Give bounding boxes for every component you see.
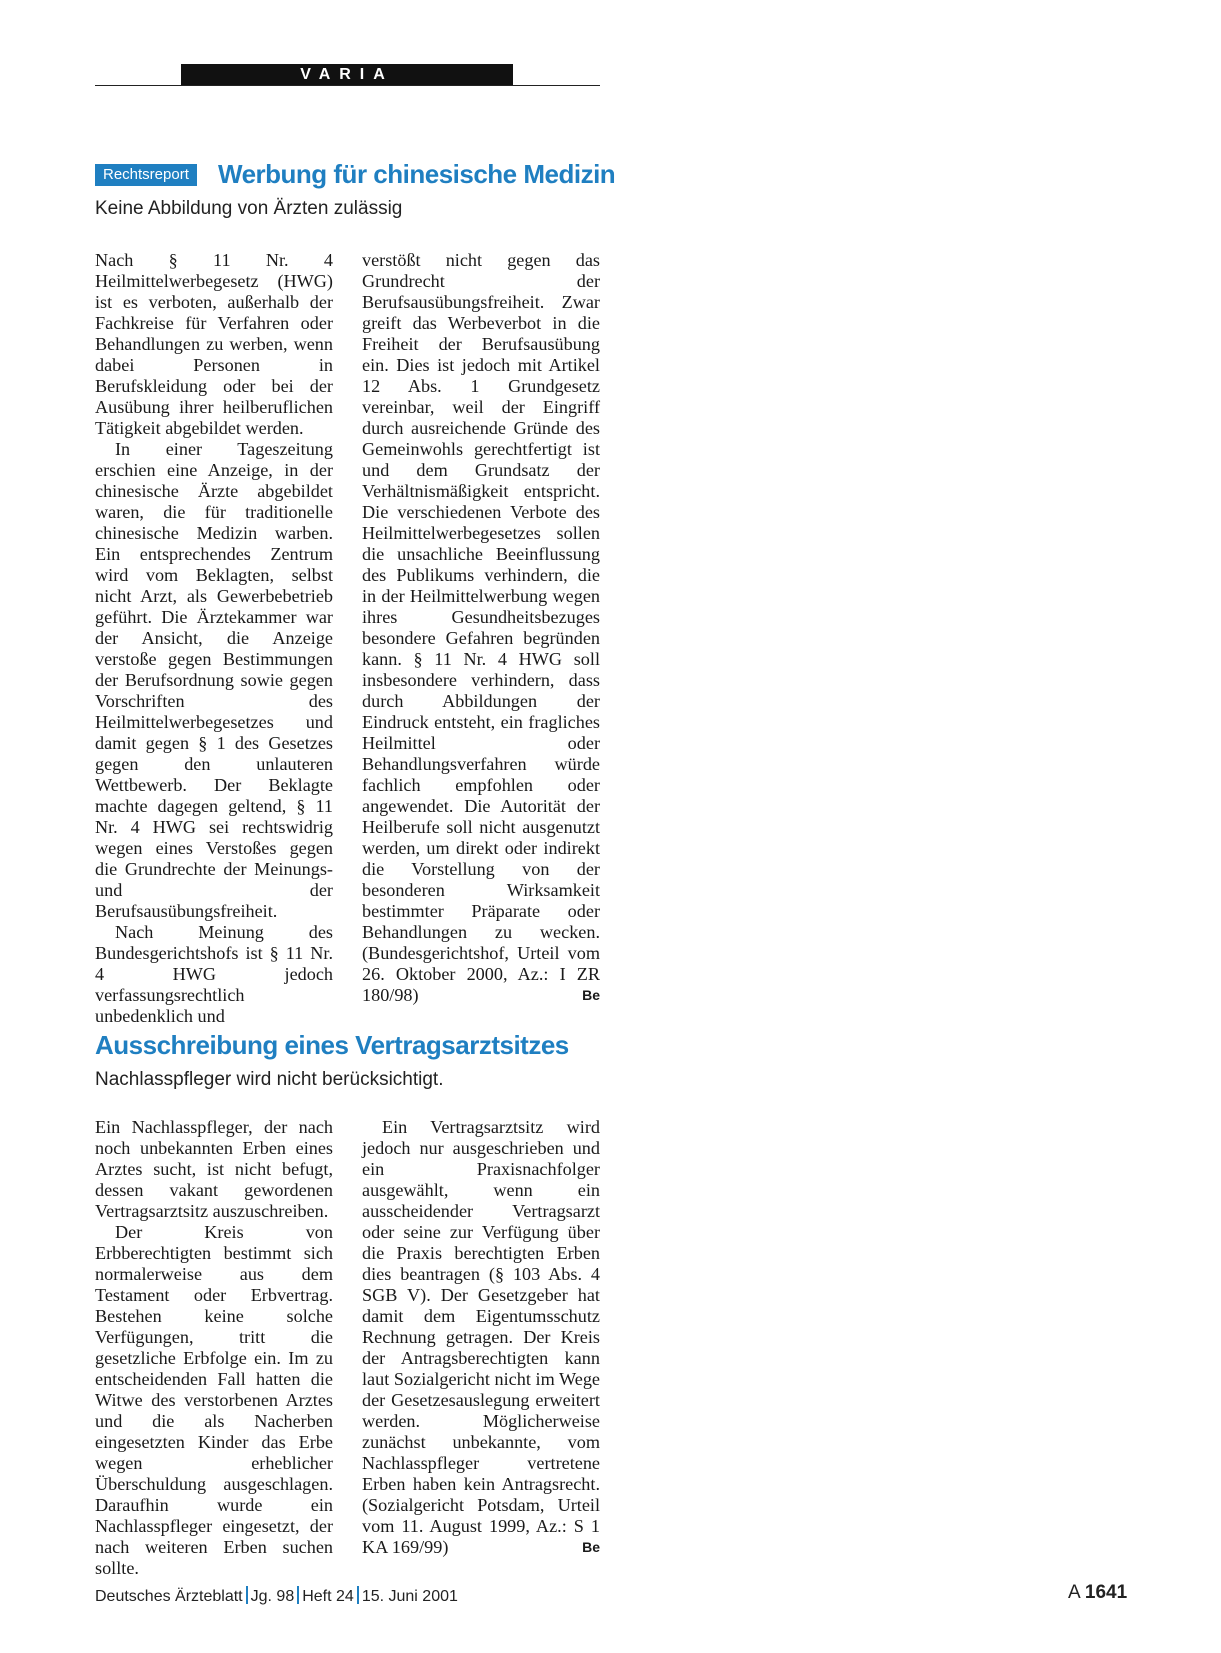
article2-column-2 — [362, 1117, 600, 1558]
article1-column-2 — [362, 250, 600, 1006]
article1-paragraph: Nach § 11 Nr. 4 Heilmittelwerbegesetz (HWG) ist es verboten, außerhalb der Fachkreise für Verfahren oder Behandlungen zu werben, wenn dabei Personen in Berufskleidung oder bei der Ausübung ihrer heilberuflichen Tätigkeit abgebildet werden. — [95, 250, 333, 438]
article2-title: Ausschreibung eines Vertragsarztsitzes — [95, 1030, 569, 1060]
footer-separator — [297, 1586, 299, 1604]
article1-column-1 — [95, 250, 333, 1027]
author-signature: Be — [582, 1539, 600, 1555]
issue: Heft 24 — [302, 1588, 354, 1605]
article2-paragraph: Ein Nachlasspfleger, der nach noch unbekannten Erben eines Arztes sucht, ist nicht befugt, dessen vakant gewordenen Vertragsarztsitz auszuschreiben. — [95, 1117, 333, 1221]
footer-separator — [357, 1586, 359, 1604]
article1-paragraph: In einer Tageszeitung erschien eine Anzeige, in der chinesische Ärzte abgebildet waren, die für traditionelle chinesische Medizin warben. Ein entsprechendes Zentrum wird vom Beklagten, selbst nicht Arzt, als Gewerbebetrieb geführt. Die Ärztekammer war der Ansicht, die Anzeige verstoße gegen Bestimmungen der Berufsordnung sowie gegen Vorschriften des Heilmittelwerbegesetzes und damit gegen § 1 des Gesetzes gegen den unlauteren Wettbewerb. Der Beklagte machte dagegen geltend, § 11 Nr. 4 HWG sei rechtswidrig wegen eines Verstoßes gegen die Grundrechte der Meinungs- und der Berufsausübungsfreiheit. — [95, 439, 333, 921]
article1-paragraph-cont — [362, 250, 600, 1006]
article2-column-1 — [95, 1117, 333, 1579]
article2-paragraph-text: Ein Vertragsarztsitz wird jedoch nur ausgeschrieben und ein Praxisnachfolger ausgewählt, wenn ein ausscheidender Vertragsarzt oder seine zur Verfügung über die Praxis berechtigten Erben dies beantragen (§ 103 Abs. 4 SGB V). Der Gesetzgeber hat damit dem Eigentumsschutz Rechnung getragen. Der Kreis der Antragsberechtigten kann laut Sozialgericht nicht im Wege der Gesetzesauslegung erweitert werden. Möglicherweise zunächst unbekannte, vom Nachlasspfleger vertretene Erben haben kein Antragsrecht. (Sozialgericht Potsdam, Urteil vom 11. August 1999, Az.: S 1 KA 169/99) — [362, 1117, 600, 1557]
article1-paragraph-text: verstößt nicht gegen das Grundrecht der Berufsausübungsfreiheit. Zwar greift das Werbeverbot in die Freiheit der Berufsausübung ein. Dies ist jedoch mit Artikel 12 Abs. 1 Grundgesetz vereinbar, weil der Eingriff durch ausreichende Gründe des Gemeinwohls gerechtfertigt ist und dem Grundsatz der Verhältnismäßigkeit entspricht. Die verschiedenen Verbote des Heilmittelwerbegesetzes sollen die unsachliche Beeinflussung des Publikums verhindern, die in der Heilmittelwerbung wegen ihres Gesundheitsbezuges besondere Gefahren begründen kann. § 11 Nr. 4 HWG soll insbesondere verhindern, dass durch Abbildungen der Eindruck entsteht, ein fragliches Heilmittel oder Behandlungsverfahren würde fachlich empfohlen oder angewendet. Die Autorität der Heilberufe soll nicht ausgenutzt werden, um direkt oder indirekt die Vorstellung von der besonderen Wirksamkeit bestimmter Präparate oder Behandlungen zu wecken. (Bundesgerichtshof, Urteil vom 26. Oktober 2000, Az.: I ZR 180/98) — [362, 250, 600, 1005]
author-signature: Be — [582, 987, 600, 1003]
volume: Jg. 98 — [250, 1588, 295, 1605]
page-number — [1068, 1582, 1127, 1604]
page-number-value: 1641 — [1084, 1582, 1128, 1603]
section-label: VARIA — [181, 64, 513, 85]
header-rule — [95, 85, 600, 86]
journal-name: Deutsches Ärzteblatt — [95, 1588, 243, 1605]
article1-title: Werbung für chinesische Medizin — [218, 159, 616, 189]
footer-separator — [246, 1586, 248, 1604]
page-prefix: A — [1068, 1582, 1080, 1603]
rubric-tag: Rechtsreport — [95, 164, 197, 186]
article2-paragraph-cont — [362, 1117, 600, 1558]
article1-subtitle: Keine Abbildung von Ärzten zulässig — [95, 198, 403, 219]
footer-citation — [95, 1586, 458, 1606]
article2-subtitle: Nachlasspfleger wird nicht berücksichtigt. — [95, 1069, 444, 1090]
issue-date: 15. Juni 2001 — [361, 1588, 458, 1605]
article1-paragraph: Nach Meinung des Bundesgerichtshofs ist § 11 Nr. 4 HWG jedoch verfassungsrechtlich unbedenklich und — [95, 922, 333, 1026]
article2-paragraph: Der Kreis von Erbberechtigten bestimmt sich normalerweise aus dem Testament oder Erbvertrag. Bestehen keine solche Verfügungen, tritt die gesetzliche Erbfolge ein. Im zu entscheidenden Fall hatten die Witwe des verstorbenen Arztes und die als Nacherben eingesetzten Kinder das Erbe wegen erheblicher Überschuldung ausgeschlagen. Daraufhin wurde ein Nachlasspfleger eingesetzt, der nach weiteren Erben suchen sollte. — [95, 1222, 333, 1578]
